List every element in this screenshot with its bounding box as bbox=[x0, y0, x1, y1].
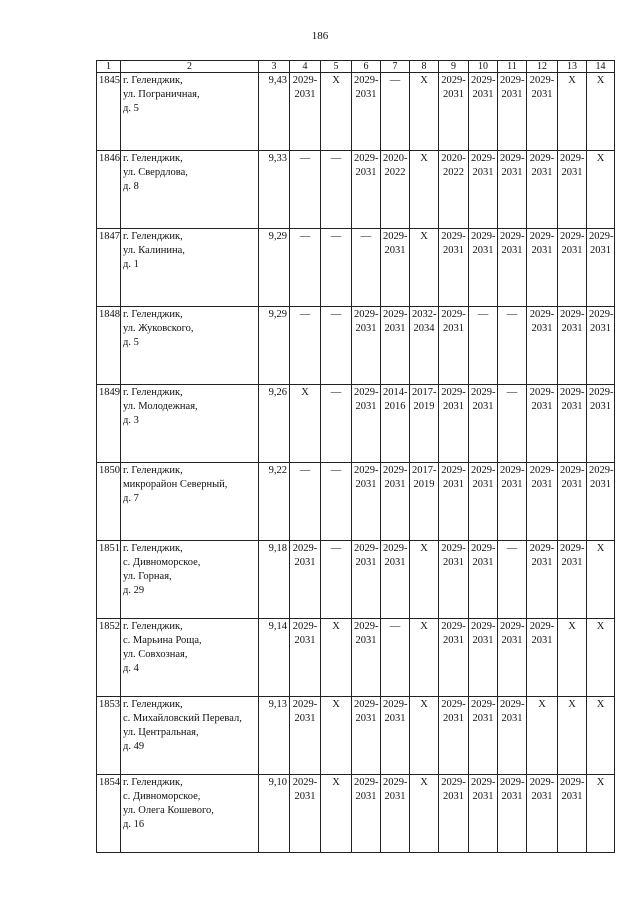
period-cell: 2029- 2031 bbox=[469, 229, 498, 307]
period-cell: 2029- 2031 bbox=[527, 229, 558, 307]
column-number-cell: 11 bbox=[498, 61, 527, 73]
period-cell: X bbox=[410, 73, 439, 151]
address-line: ул. Горная, bbox=[123, 571, 172, 582]
column-number-cell: 9 bbox=[439, 61, 469, 73]
period-cell: 2029- 2031 bbox=[352, 697, 381, 775]
value-cell: 9,14 bbox=[259, 619, 290, 697]
period-cell: — bbox=[498, 307, 527, 385]
period-cell: 2029- 2031 bbox=[498, 151, 527, 229]
row-number: 1850 bbox=[97, 463, 121, 541]
period-cell: 2029- 2031 bbox=[558, 385, 587, 463]
column-number-cell: 4 bbox=[290, 61, 321, 73]
address-line: г. Геленджик, bbox=[123, 75, 183, 86]
value-cell: 9,26 bbox=[259, 385, 290, 463]
value-cell: 9,22 bbox=[259, 463, 290, 541]
period-cell: X bbox=[410, 619, 439, 697]
period-cell: 2029- 2031 bbox=[290, 619, 321, 697]
table-row bbox=[97, 385, 615, 463]
address-cell bbox=[121, 73, 259, 151]
value-cell: 9,43 bbox=[259, 73, 290, 151]
table-row bbox=[97, 463, 615, 541]
period-cell: — bbox=[469, 307, 498, 385]
period-cell: 2029- 2031 bbox=[290, 541, 321, 619]
address-line: г. Геленджик, bbox=[123, 153, 183, 164]
table-row bbox=[97, 229, 615, 307]
period-cell: 2029- 2031 bbox=[469, 775, 498, 853]
period-cell: — bbox=[321, 541, 352, 619]
period-cell: 2029- 2031 bbox=[558, 229, 587, 307]
period-cell: 2020- 2022 bbox=[381, 151, 410, 229]
period-cell: 2029- 2031 bbox=[381, 463, 410, 541]
period-cell: 2029- 2031 bbox=[381, 229, 410, 307]
period-cell: 2029- 2031 bbox=[527, 775, 558, 853]
table-row bbox=[97, 307, 615, 385]
column-number-cell: 5 bbox=[321, 61, 352, 73]
period-cell: 2029- 2031 bbox=[587, 229, 615, 307]
period-cell: 2029- 2031 bbox=[498, 775, 527, 853]
period-cell: 2029- 2031 bbox=[439, 697, 469, 775]
row-number: 1854 bbox=[97, 775, 121, 853]
period-cell: 2017- 2019 bbox=[410, 385, 439, 463]
table-row bbox=[97, 775, 615, 853]
value-cell: 9,29 bbox=[259, 229, 290, 307]
page-number: 186 bbox=[311, 30, 329, 42]
column-number-row bbox=[97, 61, 615, 73]
column-number-cell: 12 bbox=[527, 61, 558, 73]
period-cell: 2029- 2031 bbox=[558, 541, 587, 619]
row-number: 1846 bbox=[97, 151, 121, 229]
address-line: д. 5 bbox=[123, 337, 139, 348]
period-cell: X bbox=[558, 619, 587, 697]
address-line: ул. Олега Кошевого, bbox=[123, 805, 214, 816]
period-cell: 2029- 2031 bbox=[439, 541, 469, 619]
period-cell: 2029- 2031 bbox=[439, 229, 469, 307]
address-line: г. Геленджик, bbox=[123, 309, 183, 320]
period-cell: — bbox=[498, 541, 527, 619]
period-cell: 2029- 2031 bbox=[527, 151, 558, 229]
period-cell: 2029- 2031 bbox=[558, 463, 587, 541]
address-line: микрорайон Северный, bbox=[123, 479, 228, 490]
period-cell: 2029- 2031 bbox=[587, 385, 615, 463]
period-cell: 2029- 2031 bbox=[498, 229, 527, 307]
period-cell: 2029- 2031 bbox=[527, 541, 558, 619]
period-cell: X bbox=[587, 619, 615, 697]
period-cell: — bbox=[290, 229, 321, 307]
address-line: ул. Молодежная, bbox=[123, 401, 198, 412]
address-line: д. 1 bbox=[123, 259, 139, 270]
address-cell bbox=[121, 541, 259, 619]
period-cell: — bbox=[290, 463, 321, 541]
period-cell: 2029- 2031 bbox=[352, 73, 381, 151]
period-cell: 2017- 2019 bbox=[410, 463, 439, 541]
value-cell: 9,18 bbox=[259, 541, 290, 619]
address-cell bbox=[121, 775, 259, 853]
period-cell: X bbox=[321, 697, 352, 775]
period-cell: 2032- 2034 bbox=[410, 307, 439, 385]
address-line: д. 7 bbox=[123, 493, 139, 504]
period-cell: 2029- 2031 bbox=[290, 697, 321, 775]
row-number: 1851 bbox=[97, 541, 121, 619]
value-cell: 9,13 bbox=[259, 697, 290, 775]
period-cell: X bbox=[558, 697, 587, 775]
column-number-cell: 3 bbox=[259, 61, 290, 73]
period-cell: 2029- 2031 bbox=[352, 463, 381, 541]
period-cell: 2029- 2031 bbox=[352, 541, 381, 619]
period-cell: — bbox=[321, 307, 352, 385]
period-cell: 2029- 2031 bbox=[558, 775, 587, 853]
period-cell: X bbox=[321, 73, 352, 151]
period-cell: 2029- 2031 bbox=[469, 697, 498, 775]
period-cell: X bbox=[587, 775, 615, 853]
column-number-cell: 2 bbox=[121, 61, 259, 73]
period-cell: 2029- 2031 bbox=[469, 151, 498, 229]
column-number-cell: 1 bbox=[97, 61, 121, 73]
period-cell: X bbox=[410, 697, 439, 775]
period-cell: 2029- 2031 bbox=[527, 463, 558, 541]
period-cell: 2029- 2031 bbox=[381, 307, 410, 385]
period-cell: 2029- 2031 bbox=[352, 619, 381, 697]
address-line: д. 3 bbox=[123, 415, 139, 426]
period-cell: 2029- 2031 bbox=[290, 73, 321, 151]
period-cell: X bbox=[290, 385, 321, 463]
period-cell: 2029- 2031 bbox=[469, 541, 498, 619]
address-line: с. Дивноморское, bbox=[123, 557, 201, 568]
value-cell: 9,29 bbox=[259, 307, 290, 385]
period-cell: 2029- 2031 bbox=[381, 775, 410, 853]
period-cell: 2029- 2031 bbox=[352, 307, 381, 385]
period-cell: 2029- 2031 bbox=[381, 697, 410, 775]
address-line: с. Марьина Роща, bbox=[123, 635, 202, 646]
period-cell: 2029- 2031 bbox=[498, 619, 527, 697]
address-line: ул. Жуковского, bbox=[123, 323, 194, 334]
column-number-cell: 8 bbox=[410, 61, 439, 73]
row-number: 1845 bbox=[97, 73, 121, 151]
address-line: ул. Свердлова, bbox=[123, 167, 188, 178]
period-cell: 2020- 2022 bbox=[439, 151, 469, 229]
address-cell bbox=[121, 229, 259, 307]
address-cell bbox=[121, 385, 259, 463]
address-line: д. 16 bbox=[123, 819, 145, 830]
address-line: ул. Совхозная, bbox=[123, 649, 188, 660]
period-cell: 2029- 2031 bbox=[469, 463, 498, 541]
period-cell: X bbox=[587, 151, 615, 229]
address-cell bbox=[121, 151, 259, 229]
address-line: г. Геленджик, bbox=[123, 387, 183, 398]
period-cell: — bbox=[321, 463, 352, 541]
value-cell: 9,33 bbox=[259, 151, 290, 229]
period-cell: 2029- 2031 bbox=[558, 307, 587, 385]
period-cell: 2029- 2031 bbox=[469, 73, 498, 151]
row-number: 1848 bbox=[97, 307, 121, 385]
period-cell: X bbox=[410, 541, 439, 619]
period-cell: 2029- 2031 bbox=[352, 775, 381, 853]
period-cell: 2029- 2031 bbox=[439, 463, 469, 541]
address-line: г. Геленджик, bbox=[123, 543, 183, 554]
period-cell: 2029- 2031 bbox=[352, 151, 381, 229]
address-cell bbox=[121, 463, 259, 541]
table-row bbox=[97, 619, 615, 697]
period-cell: — bbox=[290, 151, 321, 229]
address-line: д. 8 bbox=[123, 181, 139, 192]
period-cell: 2029- 2031 bbox=[439, 619, 469, 697]
period-cell: X bbox=[321, 619, 352, 697]
row-number: 1852 bbox=[97, 619, 121, 697]
period-cell: 2029- 2031 bbox=[439, 385, 469, 463]
period-cell: X bbox=[558, 73, 587, 151]
table-row bbox=[97, 541, 615, 619]
period-cell: X bbox=[410, 775, 439, 853]
address-line: д. 5 bbox=[123, 103, 139, 114]
period-cell: 2029- 2031 bbox=[439, 307, 469, 385]
period-cell: 2029- 2031 bbox=[527, 619, 558, 697]
address-line: г. Геленджик, bbox=[123, 621, 183, 632]
row-number: 1853 bbox=[97, 697, 121, 775]
period-cell: 2029- 2031 bbox=[527, 73, 558, 151]
address-line: г. Геленджик, bbox=[123, 699, 183, 710]
period-cell: — bbox=[321, 229, 352, 307]
address-line: д. 4 bbox=[123, 663, 139, 674]
period-cell: — bbox=[321, 385, 352, 463]
period-cell: — bbox=[498, 385, 527, 463]
row-number: 1847 bbox=[97, 229, 121, 307]
address-line: г. Геленджик, bbox=[123, 231, 183, 242]
column-number-cell: 6 bbox=[352, 61, 381, 73]
period-cell: X bbox=[587, 697, 615, 775]
period-cell: — bbox=[321, 151, 352, 229]
period-cell: — bbox=[381, 619, 410, 697]
address-line: с. Дивноморское, bbox=[123, 791, 201, 802]
period-cell: 2014- 2016 bbox=[381, 385, 410, 463]
address-line: ул. Калинина, bbox=[123, 245, 185, 256]
period-cell: X bbox=[587, 73, 615, 151]
address-line: д. 49 bbox=[123, 741, 145, 752]
period-cell: 2029- 2031 bbox=[439, 73, 469, 151]
period-cell: X bbox=[527, 697, 558, 775]
value-cell: 9,10 bbox=[259, 775, 290, 853]
column-number-cell: 10 bbox=[469, 61, 498, 73]
period-cell: 2029- 2031 bbox=[469, 619, 498, 697]
address-cell bbox=[121, 697, 259, 775]
address-cell bbox=[121, 619, 259, 697]
period-cell: X bbox=[410, 151, 439, 229]
address-line: г. Геленджик, bbox=[123, 777, 183, 788]
table-row bbox=[97, 697, 615, 775]
period-cell: 2029- 2031 bbox=[469, 385, 498, 463]
period-cell: 2029- 2031 bbox=[587, 307, 615, 385]
period-cell: 2029- 2031 bbox=[587, 463, 615, 541]
period-cell: X bbox=[410, 229, 439, 307]
period-cell: 2029- 2031 bbox=[290, 775, 321, 853]
column-number-cell: 14 bbox=[587, 61, 615, 73]
register-table bbox=[96, 60, 615, 853]
period-cell: 2029- 2031 bbox=[527, 385, 558, 463]
column-number-cell: 13 bbox=[558, 61, 587, 73]
table-row bbox=[97, 73, 615, 151]
period-cell: 2029- 2031 bbox=[439, 775, 469, 853]
period-cell: 2029- 2031 bbox=[558, 151, 587, 229]
address-line: д. 29 bbox=[123, 585, 145, 596]
period-cell: 2029- 2031 bbox=[352, 385, 381, 463]
period-cell: 2029- 2031 bbox=[498, 697, 527, 775]
period-cell: — bbox=[352, 229, 381, 307]
column-number-cell: 7 bbox=[381, 61, 410, 73]
address-line: ул. Центральная, bbox=[123, 727, 199, 738]
period-cell: X bbox=[321, 775, 352, 853]
address-line: с. Михайловский Перевал, bbox=[123, 713, 242, 724]
row-number: 1849 bbox=[97, 385, 121, 463]
address-line: г. Геленджик, bbox=[123, 465, 183, 476]
period-cell: X bbox=[587, 541, 615, 619]
period-cell: — bbox=[381, 73, 410, 151]
table-body bbox=[97, 61, 615, 853]
table-row bbox=[97, 151, 615, 229]
period-cell: — bbox=[290, 307, 321, 385]
address-cell bbox=[121, 307, 259, 385]
address-line: ул. Пограничная, bbox=[123, 89, 200, 100]
period-cell: 2029- 2031 bbox=[527, 307, 558, 385]
period-cell: 2029- 2031 bbox=[498, 73, 527, 151]
period-cell: 2029- 2031 bbox=[498, 463, 527, 541]
period-cell: 2029- 2031 bbox=[381, 541, 410, 619]
